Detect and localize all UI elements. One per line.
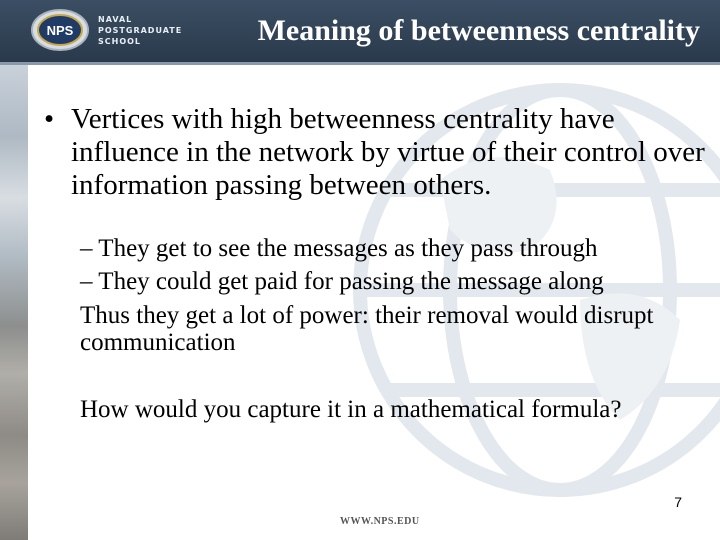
page-number: 7 xyxy=(674,494,682,510)
logo-line-3: SCHOOL xyxy=(98,37,142,46)
logo-seal-text: NPS xyxy=(46,23,74,38)
question-paragraph: How would you capture it in a mathematical formula? xyxy=(80,396,622,423)
logo-line-2: POSTGRADUATE xyxy=(98,26,183,35)
sub-item-2: – They could get paid for passing the message along xyxy=(80,268,604,295)
footer-url: WWW.NPS.EDU xyxy=(340,516,420,527)
main-bullet-text: Vertices with high betweenness centrality have influence in the network by virtue of their control over information passing between others. xyxy=(71,103,705,201)
power-paragraph: Thus they get a lot of power: their removal would disrupt communication xyxy=(80,302,654,356)
slide-title: Meaning of betweenness centrality xyxy=(257,14,700,47)
sub-item-1: – They get to see the messages as they pass through xyxy=(80,235,598,262)
logo-line-1: NAVAL xyxy=(98,15,133,24)
bullet-marker: • xyxy=(44,103,55,135)
